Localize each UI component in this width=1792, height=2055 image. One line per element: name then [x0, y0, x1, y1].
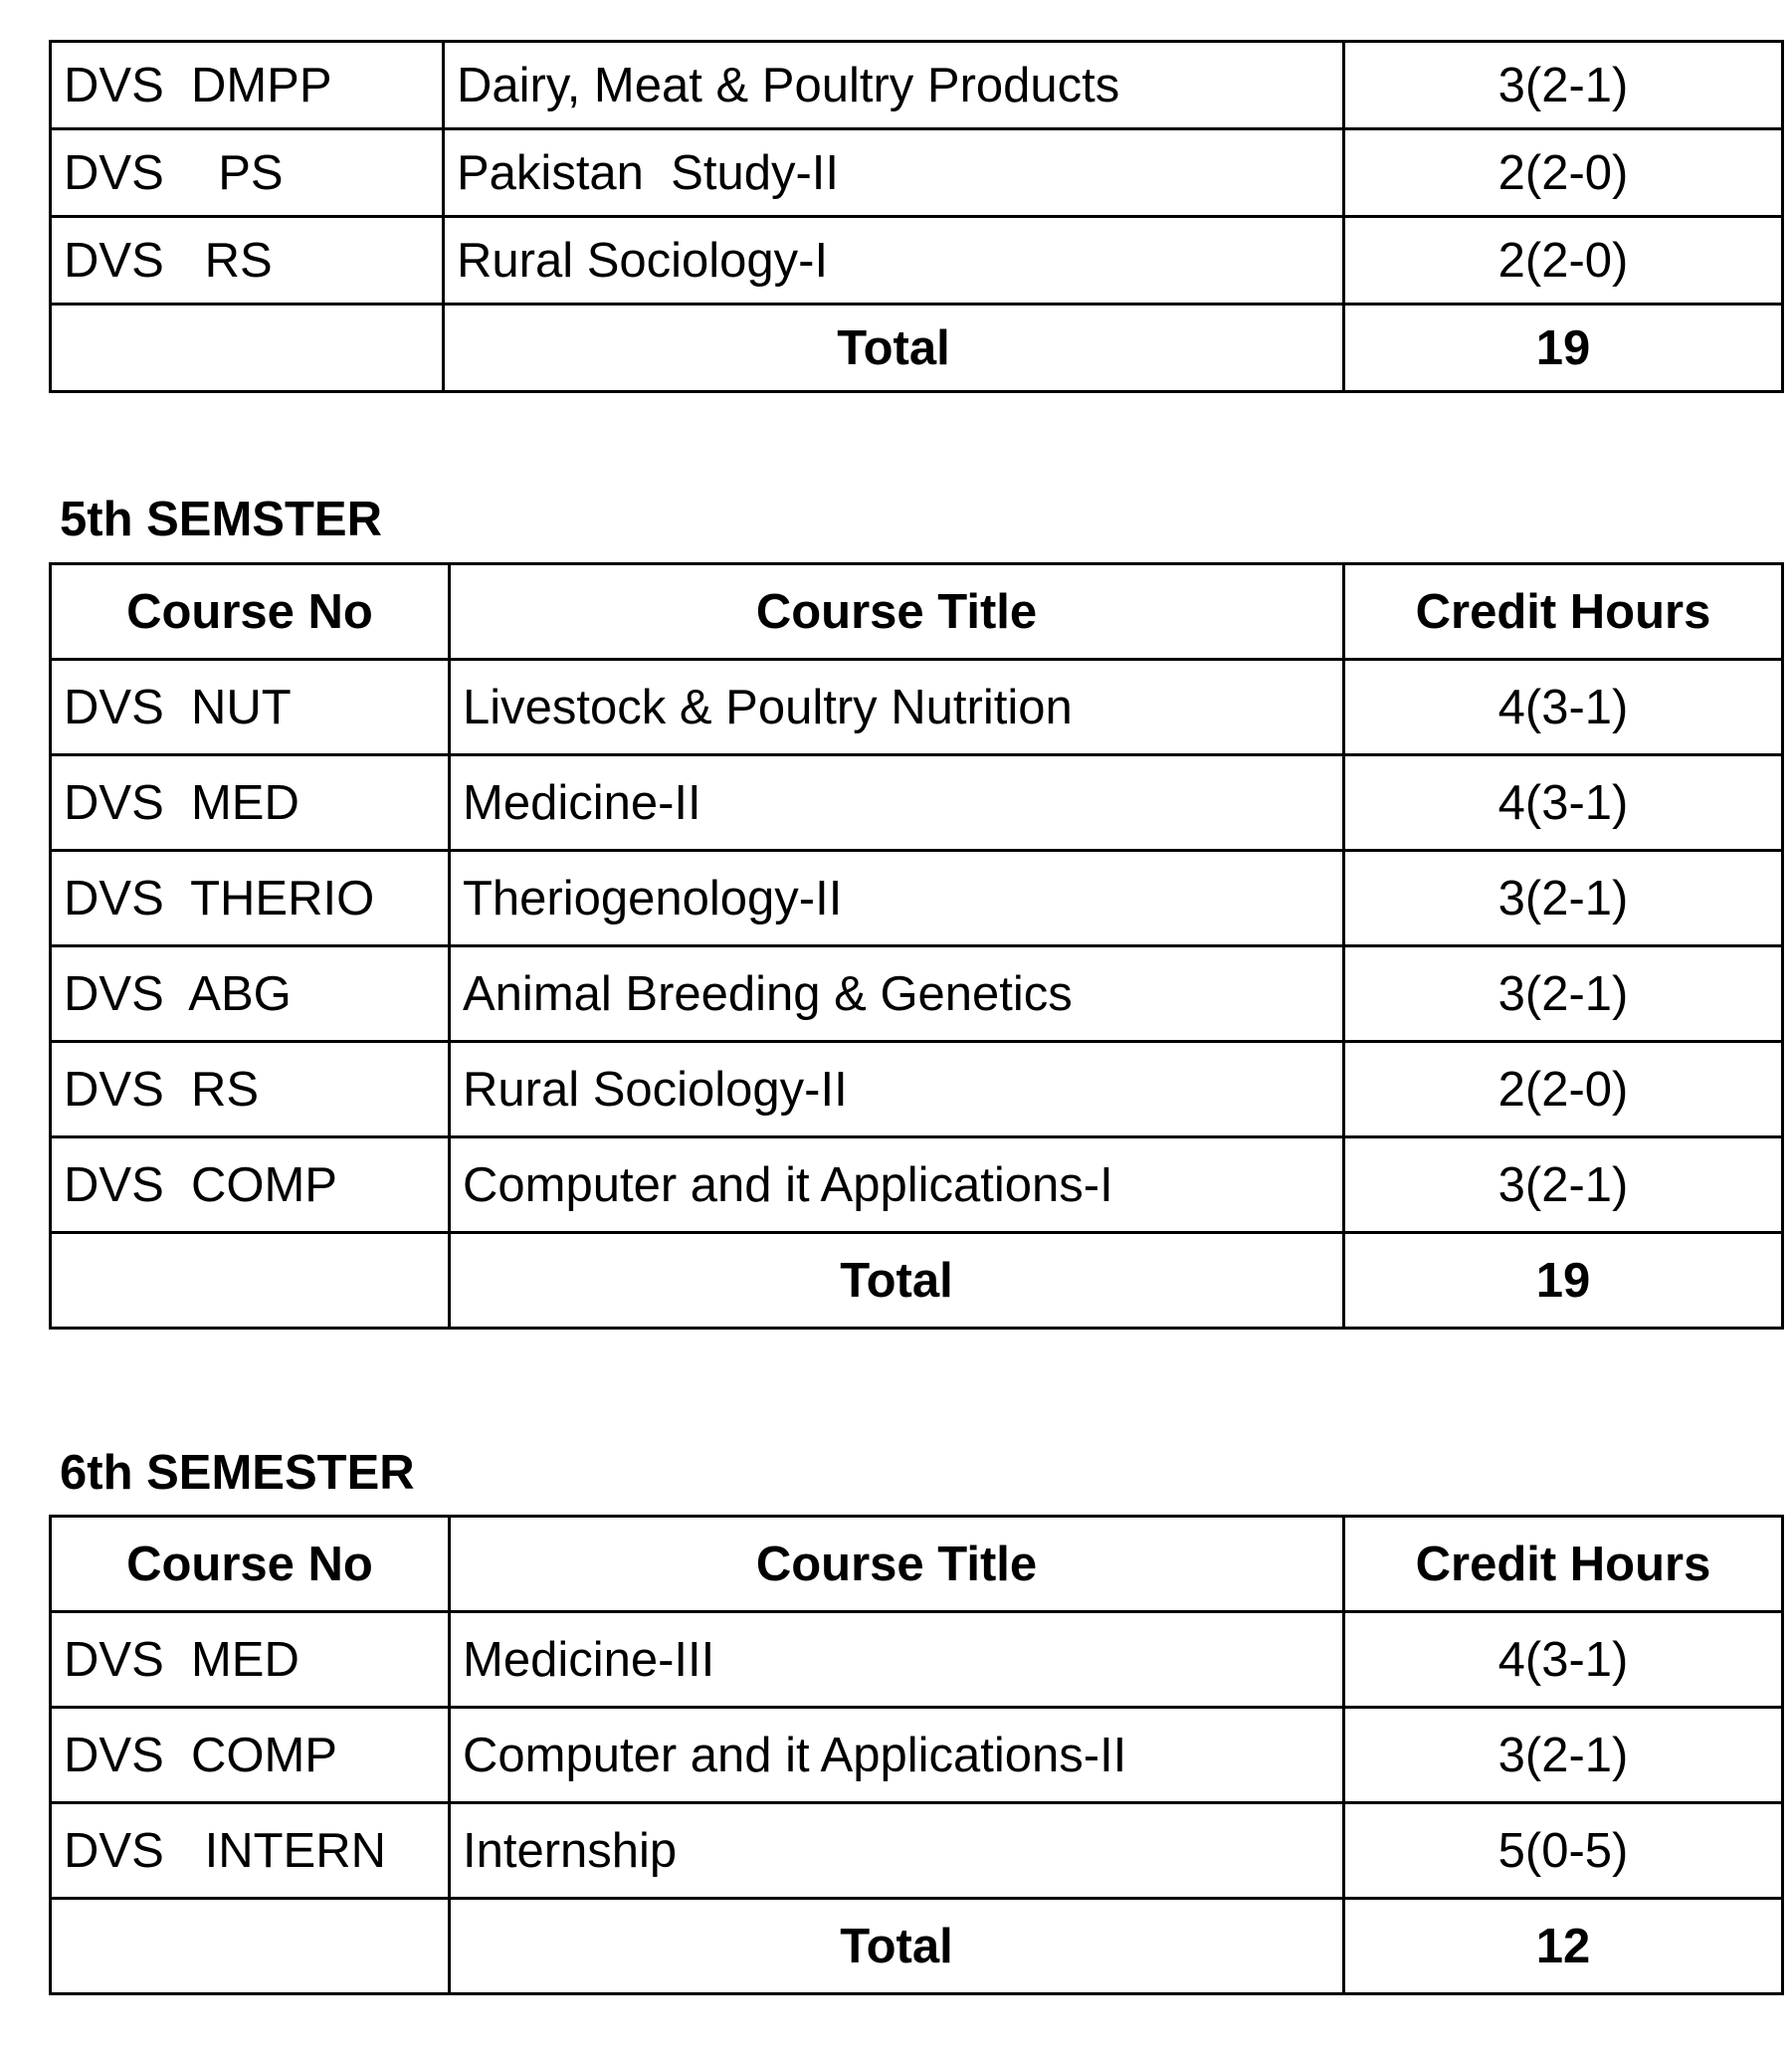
course-no-cell: DVS RS — [51, 1042, 450, 1137]
column-header-course-title: Course Title — [450, 1517, 1344, 1612]
credit-hours-cell: 2(2-0) — [1344, 129, 1783, 217]
empty-cell — [51, 1899, 450, 1994]
column-header-course-title: Course Title — [450, 564, 1344, 660]
course-no-cell: DVS PS — [51, 129, 444, 217]
credit-hours-cell: 5(0-5) — [1344, 1803, 1783, 1899]
course-no-cell: DVS DMPP — [51, 42, 444, 129]
column-header-course-no: Course No — [51, 564, 450, 660]
course-no-cell: DVS MED — [51, 755, 450, 851]
total-row — [51, 1233, 1783, 1329]
course-no-cell: DVS THERIO — [51, 851, 450, 946]
credit-hours-cell: 3(2-1) — [1344, 1708, 1783, 1803]
semester-4-course-table — [49, 40, 1784, 393]
credit-hours-cell: 2(2-0) — [1344, 1042, 1783, 1137]
course-title-cell: Livestock & Poultry Nutrition — [450, 660, 1344, 755]
semester-5-course-table — [49, 562, 1784, 1330]
semester-6-course-table — [49, 1515, 1784, 1995]
table-row — [51, 129, 1783, 217]
course-title-cell: Rural Sociology-I — [444, 217, 1344, 305]
header-row — [51, 564, 1783, 660]
header-row — [51, 1517, 1783, 1612]
course-title-cell: Theriogenology-II — [450, 851, 1344, 946]
table-row — [51, 1803, 1783, 1899]
credit-hours-cell: 2(2-0) — [1344, 217, 1783, 305]
table-row — [51, 660, 1783, 755]
total-label: Total — [450, 1899, 1344, 1994]
credit-hours-cell: 4(3-1) — [1344, 660, 1783, 755]
table-row — [51, 1042, 1783, 1137]
table-row — [51, 217, 1783, 305]
table-row — [51, 946, 1783, 1042]
table-row — [51, 1708, 1783, 1803]
total-row — [51, 305, 1783, 392]
course-no-cell: DVS COMP — [51, 1708, 450, 1803]
total-value: 19 — [1344, 1233, 1783, 1329]
column-header-credit-hours: Credit Hours — [1344, 564, 1783, 660]
credit-hours-cell: 3(2-1) — [1344, 946, 1783, 1042]
total-label: Total — [450, 1233, 1344, 1329]
total-label: Total — [444, 305, 1344, 392]
course-no-cell: DVS RS — [51, 217, 444, 305]
course-title-cell: Internship — [450, 1803, 1344, 1899]
course-title-cell: Rural Sociology-II — [450, 1042, 1344, 1137]
total-value: 19 — [1344, 305, 1783, 392]
credit-hours-cell: 3(2-1) — [1344, 851, 1783, 946]
total-row — [51, 1899, 1783, 1994]
course-no-cell: DVS INTERN — [51, 1803, 450, 1899]
course-title-cell: Pakistan Study-II — [444, 129, 1344, 217]
credit-hours-cell: 4(3-1) — [1344, 755, 1783, 851]
table-row — [51, 1612, 1783, 1708]
empty-cell — [51, 305, 444, 392]
course-title-cell: Medicine-III — [450, 1612, 1344, 1708]
table-row — [51, 851, 1783, 946]
empty-cell — [51, 1233, 450, 1329]
course-no-cell: DVS MED — [51, 1612, 450, 1708]
course-title-cell: Computer and it Applications-II — [450, 1708, 1344, 1803]
column-header-credit-hours: Credit Hours — [1344, 1517, 1783, 1612]
course-title-cell: Computer and it Applications-I — [450, 1137, 1344, 1233]
credit-hours-cell: 4(3-1) — [1344, 1612, 1783, 1708]
course-no-cell: DVS ABG — [51, 946, 450, 1042]
course-title-cell: Animal Breeding & Genetics — [450, 946, 1344, 1042]
total-value: 12 — [1344, 1899, 1783, 1994]
table-row — [51, 42, 1783, 129]
table-row — [51, 755, 1783, 851]
course-no-cell: DVS COMP — [51, 1137, 450, 1233]
semester-6-heading: 6th SEMESTER — [60, 1446, 415, 1500]
semester-5-heading: 5th SEMSTER — [60, 493, 382, 546]
column-header-course-no: Course No — [51, 1517, 450, 1612]
course-title-cell: Medicine-II — [450, 755, 1344, 851]
credit-hours-cell: 3(2-1) — [1344, 1137, 1783, 1233]
course-no-cell: DVS NUT — [51, 660, 450, 755]
table-row — [51, 1137, 1783, 1233]
credit-hours-cell: 3(2-1) — [1344, 42, 1783, 129]
course-title-cell: Dairy, Meat & Poultry Products — [444, 42, 1344, 129]
